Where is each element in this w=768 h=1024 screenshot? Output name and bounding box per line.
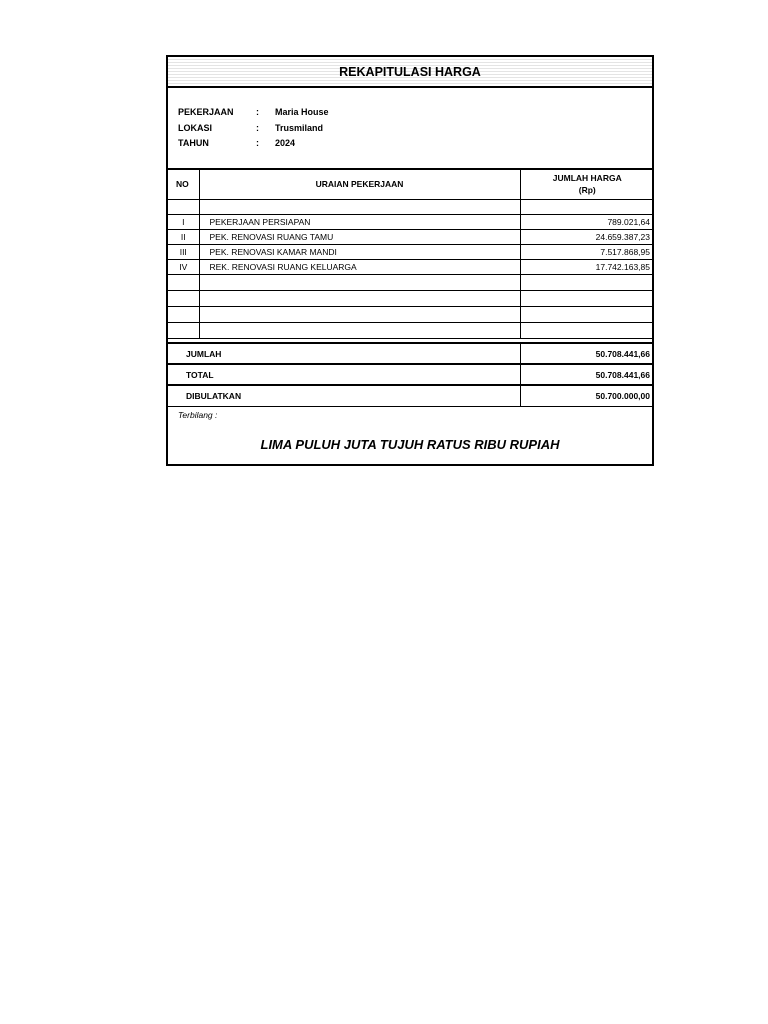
table-header-row (168, 169, 654, 199)
table-row (168, 244, 654, 259)
table-spacer-row (168, 199, 654, 214)
empty-cell (520, 322, 654, 338)
empty-cell (199, 290, 520, 306)
info-label: PEKERJAAN (178, 107, 234, 117)
recap-sheet (166, 55, 654, 466)
summary-amount: 50.708.441,66 (520, 343, 654, 364)
empty-cell (168, 290, 199, 306)
terbilang-label: Terbilang : (178, 410, 218, 420)
row-jumlah: 17.742.163,85 (520, 259, 654, 274)
header-jumlah-line2: (Rp) (578, 185, 596, 196)
summary-amount: 50.708.441,66 (520, 364, 654, 385)
summary-amount: 50.700.000,00 (520, 385, 654, 406)
terbilang-text: LIMA PULUH JUTA TUJUH RATUS RIBU RUPIAH (260, 437, 560, 452)
table-empty-row (168, 306, 654, 322)
row-no: I (168, 214, 199, 229)
recap-table (168, 168, 654, 339)
empty-cell (520, 199, 654, 214)
info-colon: : (256, 123, 259, 133)
info-label: LOKASI (178, 123, 213, 133)
empty-cell (199, 322, 520, 338)
row-jumlah: 7.517.868,95 (520, 244, 654, 259)
info-value: 2024 (275, 138, 296, 148)
table-row (168, 259, 654, 274)
info-colon: : (256, 107, 259, 117)
row-jumlah: 24.659.387,23 (520, 229, 654, 244)
empty-cell (199, 274, 520, 290)
sheet-title: REKAPITULASI HARGA (339, 65, 481, 79)
table-empty-row (168, 274, 654, 290)
summary-label: TOTAL (168, 364, 520, 385)
header-jumlah (520, 169, 654, 199)
info-colon: : (256, 138, 259, 148)
header-jumlah-line1: JUMLAH HARGA (552, 173, 622, 184)
empty-cell (168, 306, 199, 322)
row-jumlah: 789.021,64 (520, 214, 654, 229)
row-no: III (168, 244, 199, 259)
title-band (168, 57, 652, 88)
summary-row-dibulatkan (168, 385, 654, 406)
row-uraian: PEKERJAAN PERSIAPAN (199, 214, 520, 229)
empty-cell (168, 274, 199, 290)
info-value: Trusmiland (275, 123, 324, 133)
row-uraian: REK. RENOVASI RUANG KELUARGA (199, 259, 520, 274)
info-value: Maria House (275, 107, 329, 117)
row-no: IV (168, 259, 199, 274)
table-row (168, 214, 654, 229)
empty-cell (168, 199, 199, 214)
header-uraian: URAIAN PEKERJAAN (199, 169, 520, 199)
info-label: TAHUN (178, 138, 209, 148)
empty-cell (520, 290, 654, 306)
row-no: II (168, 229, 199, 244)
summary-table (168, 342, 654, 407)
table-empty-row (168, 322, 654, 338)
summary-row-jumlah (168, 343, 654, 364)
empty-cell (199, 306, 520, 322)
summary-label: DIBULATKAN (168, 385, 520, 406)
summary-label: JUMLAH (168, 343, 520, 364)
empty-cell (520, 306, 654, 322)
empty-cell (168, 322, 199, 338)
empty-cell (520, 274, 654, 290)
row-uraian: PEK. RENOVASI RUANG TAMU (199, 229, 520, 244)
table-row (168, 229, 654, 244)
row-uraian: PEK. RENOVASI KAMAR MANDI (199, 244, 520, 259)
header-no: NO (168, 169, 199, 199)
empty-cell (199, 199, 520, 214)
summary-row-total (168, 364, 654, 385)
table-empty-row (168, 290, 654, 306)
